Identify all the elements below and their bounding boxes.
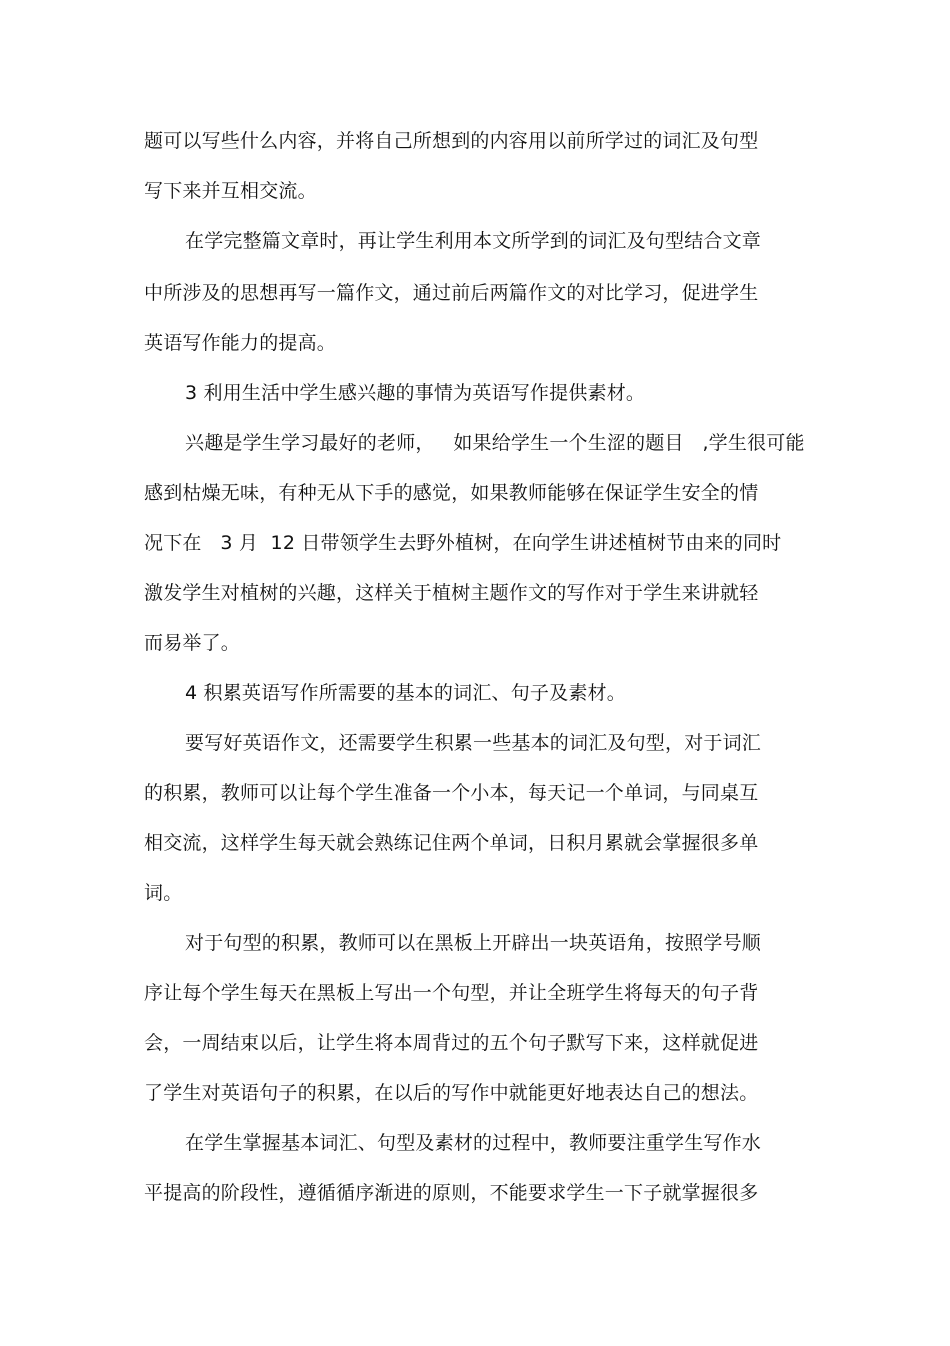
text-line: 平提高的阶段性，遵循循序渐进的原则，不能要求学生一下子就掌握很多 (144, 1182, 759, 1204)
text-line: 英语写作能力的提高。 (144, 332, 337, 354)
text-line: 了学生对英语句子的积累，在以后的写作中就能更好地表达自己的想法。 (144, 1082, 759, 1104)
text-line: 相交流，这样学生每天就会熟练记住两个单词，日积月累就会掌握很多单 (144, 832, 759, 854)
text-line: 会，一周结束以后，让学生将本周背过的五个句子默写下来，这样就促进 (144, 1032, 759, 1054)
paragraph-start-line: 对于句型的积累，教师可以在黑板上开辟出一块英语角，按照学号顺 (185, 932, 762, 954)
section-heading-3: 3 利用生活中学生感兴趣的事情为英语写作提供素材。 (185, 382, 646, 404)
text-line: 题可以写些什么内容，并将自己所想到的内容用以前所学过的词汇及句型 (144, 130, 759, 152)
section-heading-4: 4 积累英语写作所需要的基本的词汇、句子及素材。 (185, 682, 626, 704)
text-line: 感到枯燥无味，有种无从下手的感觉，如果教师能够在保证学生安全的情 (144, 482, 759, 504)
text-line: 中所涉及的思想再写一篇作文，通过前后两篇作文的对比学习，促进学生 (144, 282, 759, 304)
paragraph-start-line: 兴趣是学生学习最好的老师， 如果给学生一个生涩的题目 ,学生很可能 (185, 432, 805, 454)
text-line: 而易举了。 (144, 632, 241, 654)
text-line: 激发学生对植树的兴趣，这样关于植树主题作文的写作对于学生来讲就轻 (144, 582, 759, 604)
text-line: 的积累，教师可以让每个学生准备一个小本，每天记一个单词，与同桌互 (144, 782, 759, 804)
text-line: 序让每个学生每天在黑板上写出一个句型，并让全班学生将每天的句子背 (144, 982, 759, 1004)
paragraph-start-line: 在学完整篇文章时，再让学生利用本文所学到的词汇及句型结合文章 (185, 230, 762, 252)
text-line: 词。 (144, 882, 183, 904)
text-line: 况下在 3 月 12 日带领学生去野外植树，在向学生讲述植树节由来的同时 (144, 532, 782, 554)
paragraph-start-line: 要写好英语作文，还需要学生积累一些基本的词汇及句型，对于词汇 (185, 732, 762, 754)
paragraph-start-line: 在学生掌握基本词汇、句型及素材的过程中，教师要注重学生写作水 (185, 1132, 762, 1154)
text-line: 写下来并互相交流。 (144, 180, 317, 202)
